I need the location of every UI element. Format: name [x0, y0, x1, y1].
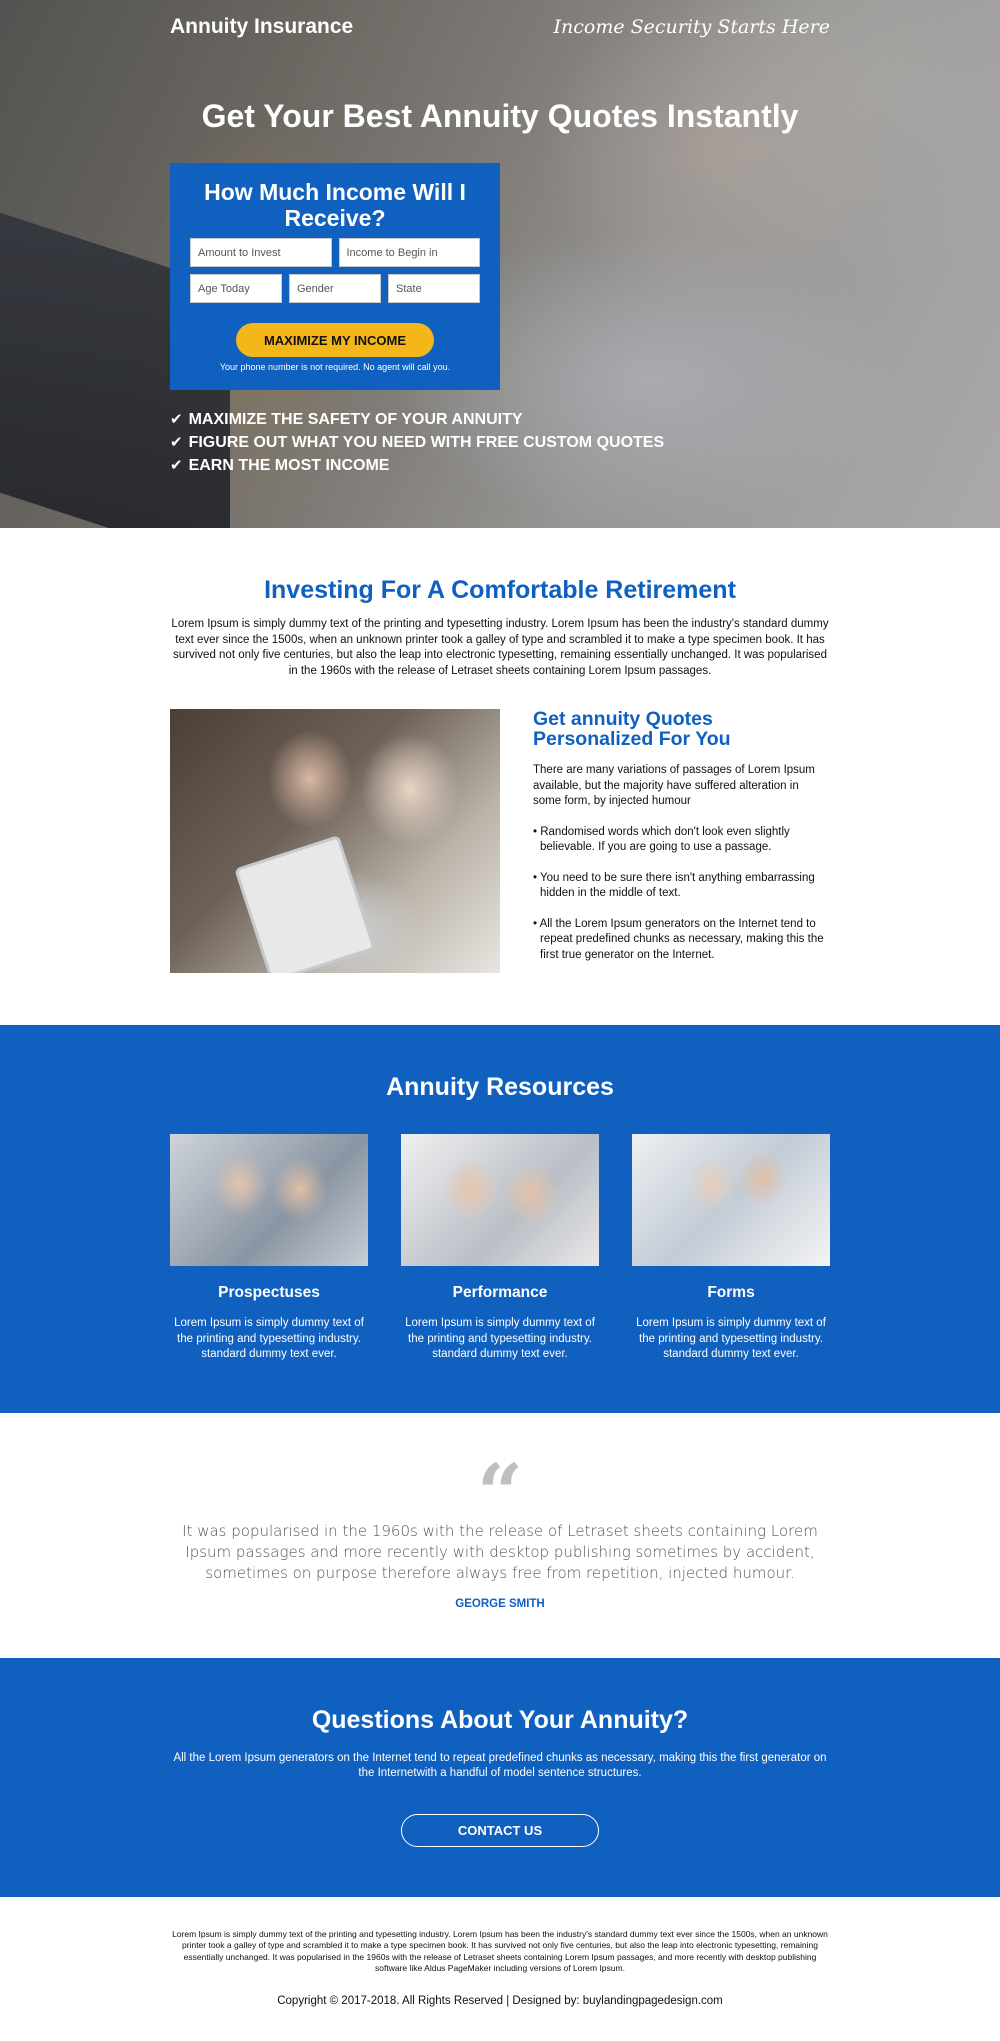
check-icon: ✔ [170, 411, 183, 428]
resource-card-forms[interactable] [632, 1134, 830, 1363]
form-title: How Much Income Will I Receive? [204, 179, 466, 231]
bullet-item: • Randomised words which don't look even slightly believable. If you are going to use a passage. [533, 825, 790, 853]
quotes-subtitle: Get annuity Quotes Personalized For You [533, 708, 731, 750]
quotes-intro: There are many variations of passages of Lorem Ipsum available, but the majority have suffered alteration in some form, by injected humour [533, 764, 815, 807]
footer-text: Lorem Ipsum is simply dummy text of the printing and typesetting industry. Lorem Ipsum has been the industry's standard dummy text ever since the 1500s, when an unknown printer took a galley of type and scrambled it to make a type specimen book. It has survived not only five centuries, but also the leap into electronic typesetting, remaining essentially unchanged. It was popularised in the 1960s with the release of Letraset sheets containing Lorem Ipsum passages, and more recently with desktop publishing software like Aldus PageMaker including versions of Lorem Ipsum. [172, 1928, 828, 1973]
amount-to-invest-input[interactable]: Amount to Invest [190, 238, 332, 267]
check-icon: ✔ [170, 457, 183, 474]
card-text: Lorem Ipsum is simply dummy text of the printing and typesetting industry. standard dummy text ever. [405, 1317, 595, 1360]
testimonial-quote: It was popularised in the 1960s with the release of Letraset sheets containing Lorem Ipsum passages and more recently with desktop publishing sometimes by accident, sometimes on purpose therefore always free from repetition, injected humour. [182, 1521, 818, 1582]
resource-photo [170, 1134, 368, 1266]
retirement-paragraph: Lorem Ipsum is simply dummy text of the printing and typesetting industry. Lorem Ipsum has been the industry's standard dummy text ever since the 1500s, when an unknown printer took a galley of type and scrambled it to make a type specimen book. It has survived not only five centuries, but also the leap into electronic typesetting, remaining essentially unchanged. It was popularised in the 1960s with the release of Letraset sheets containing Lorem Ipsum passages. [171, 618, 829, 677]
income-to-begin-input[interactable]: Income to Begin in [339, 238, 481, 267]
resource-photo [401, 1134, 599, 1266]
bullet-item: • You need to be sure there isn't anything embarrassing hidden in the middle of text. [533, 871, 815, 899]
card-title: Prospectuses [218, 1284, 320, 1301]
contact-us-button[interactable]: CONTACT US [401, 1814, 599, 1847]
form-note: Your phone number is not required. No agent will call you. [219, 362, 451, 372]
quote-form [170, 163, 500, 390]
retirement-section [170, 528, 830, 1025]
resources-title: Annuity Resources [386, 1073, 614, 1101]
top-bar [170, 0, 830, 50]
questions-title: Questions About Your Annuity? [311, 1705, 689, 1734]
benefit-item [170, 454, 830, 477]
questions-text: All the Lorem Ipsum generators on the Internet tend to repeat predefined chunks as necessary, making this the first generator on the Internetwith a handful of model sentence structures. [173, 1751, 827, 1779]
testimonial-section [170, 1413, 830, 1658]
benefit-list [170, 408, 830, 477]
state-input[interactable]: State [388, 274, 480, 303]
card-title: Forms [707, 1284, 755, 1301]
card-title: Performance [452, 1284, 548, 1301]
card-text: Lorem Ipsum is simply dummy text of the printing and typesetting industry. standard dummy text ever. [174, 1317, 364, 1360]
check-icon: ✔ [170, 434, 183, 451]
benefit-text: FIGURE OUT WHAT YOU NEED WITH FREE CUSTOM QUOTES [188, 434, 665, 451]
copyright: Copyright © 2017-2018. All Rights Reserved | Designed by: buylandingpagedesign.com [277, 1994, 723, 2007]
retirement-title: Investing For A Comfortable Retirement [264, 576, 736, 604]
card-text: Lorem Ipsum is simply dummy text of the printing and typesetting industry. standard dummy text ever. [636, 1317, 826, 1360]
resource-photo [632, 1134, 830, 1266]
benefit-text: EARN THE MOST INCOME [188, 457, 390, 474]
resource-card-prospectuses[interactable] [170, 1134, 368, 1363]
tablet-shape [234, 835, 376, 973]
bullet-item: • All the Lorem Ipsum generators on the Internet tend to repeat predefined chunks as necessary, making this the first true generator on the Internet. [533, 917, 824, 961]
brand-logo[interactable]: Annuity Insurance [170, 15, 354, 38]
gender-input[interactable]: Gender [289, 274, 381, 303]
benefit-item [170, 408, 830, 431]
couple-with-tablet-photo [170, 709, 500, 973]
benefit-item [170, 431, 830, 454]
resource-card-performance[interactable] [401, 1134, 599, 1363]
tagline: Income Security Starts Here [553, 16, 830, 38]
age-today-input[interactable]: Age Today [190, 274, 282, 303]
resources-section [0, 1025, 1000, 1413]
hero-section [0, 0, 1000, 528]
quote-icon: “ [476, 1445, 523, 1540]
benefit-text: MAXIMIZE THE SAFETY OF YOUR ANNUITY [188, 411, 523, 428]
hero-title: Get Your Best Annuity Quotes Instantly [201, 98, 799, 134]
questions-section [0, 1658, 1000, 1897]
testimonial-author: GEORGE SMITH [455, 1597, 545, 1610]
maximize-income-button[interactable]: MAXIMIZE MY INCOME [236, 323, 434, 357]
